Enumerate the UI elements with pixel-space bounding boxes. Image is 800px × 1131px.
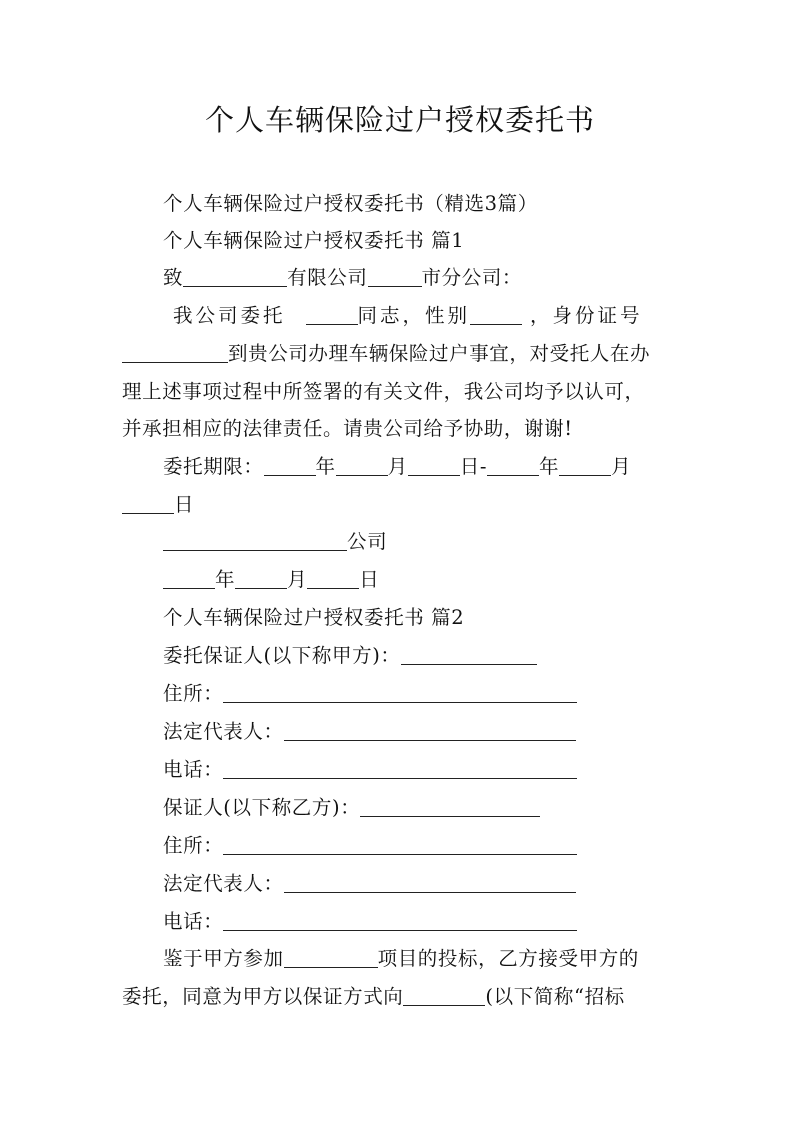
period-month: 月 [387,455,408,478]
blank-field [401,642,537,665]
blank-field [223,756,577,779]
period-month-2: 月 [611,455,632,478]
party-b-phone-line [163,904,683,940]
party-b-label: 保证人(以下称乙方)： [163,796,361,819]
period-day: 日 [174,493,195,516]
entrust-text-d: 到贵公司办理车辆保险过户事宜，对受托人在办 [228,342,651,365]
party-a-rep-line [163,714,683,750]
blank-field [284,945,378,968]
blank-field [360,794,540,817]
party-b-rep-label: 法定代表人： [163,872,284,895]
closing-text-d: (以下简称“招标 [485,985,625,1008]
blank-field [122,491,174,514]
addressee-suffix: 市分公司： [421,266,523,289]
section-heading-1: 个人车辆保险过户授权委托书 篇1 [163,229,465,252]
addressee-prefix: 致 [163,266,184,289]
closing-line-1 [163,941,683,977]
blank-field [487,453,539,476]
blank-field [122,340,228,363]
blank-field [284,870,576,893]
signature-month: 月 [287,568,308,591]
signature-date-line [163,562,683,598]
party-b-line [163,790,683,826]
entrust-line-4: 并承担相应的法律责任。请贵公司给予协助，谢谢! [122,417,573,440]
party-b-address-label: 住所： [163,834,224,857]
entrust-text-b: 同志，性别 [357,304,471,327]
section-heading-2: 个人车辆保险过户授权委托书 篇2 [163,606,465,629]
period-label: 委托期限： [163,455,264,478]
entrust-line-3: 理上述事项过程中所签署的有关文件，我公司均予以认可， [122,380,645,403]
party-a-label: 委托保证人(以下称甲方)： [163,644,401,667]
blank-field [470,302,522,325]
intro-line: 个人车辆保险过户授权委托书（精选3篇） [163,192,538,215]
closing-line-2 [122,979,682,1015]
blank-field [163,566,215,589]
entrust-text-c: ，身份证号 [530,304,643,327]
addressee-middle: 有限公司 [287,266,368,289]
signature-company: 公司 [347,530,388,553]
closing-text-c: 委托，同意为甲方以保证方式向 [122,985,404,1008]
blank-field [284,718,576,741]
party-a-phone-line [163,752,683,788]
blank-field [223,908,577,931]
period-line [163,449,683,485]
closing-text-a: 鉴于甲方参加 [163,947,284,970]
entrust-line-1 [163,298,683,334]
party-a-rep-label: 法定代表人： [163,720,284,743]
blank-field [223,832,577,855]
signature-company-line [163,524,683,560]
entrust-line-2 [122,336,682,372]
period-line-2 [122,487,682,523]
blank-field [264,453,316,476]
blank-field [368,264,422,287]
document-title: 个人车辆保险过户授权委托书 [204,103,595,137]
period-day-dash: 日- [459,455,488,478]
blank-field [559,453,611,476]
blank-field [408,453,460,476]
party-b-phone-label: 电话： [163,910,224,933]
closing-text-b: 项目的投标，乙方接受甲方的 [377,947,639,970]
blank-field [306,302,358,325]
blank-field [307,566,359,589]
blank-field [235,566,287,589]
signature-year: 年 [215,568,236,591]
blank-field [183,264,287,287]
blank-field [336,453,388,476]
signature-day: 日 [359,568,380,591]
addressee-line [163,260,683,296]
period-year-2: 年 [539,455,560,478]
party-a-phone-label: 电话： [163,758,224,781]
blank-field [163,528,347,551]
period-year: 年 [315,455,336,478]
party-b-address-line [163,828,683,864]
blank-field [403,983,485,1006]
party-b-rep-line [163,866,683,902]
entrust-text-a: 我公司委托 [173,304,286,327]
blank-field [223,680,577,703]
party-a-address-line [163,676,683,712]
party-a-line [163,638,683,674]
party-a-address-label: 住所： [163,682,224,705]
